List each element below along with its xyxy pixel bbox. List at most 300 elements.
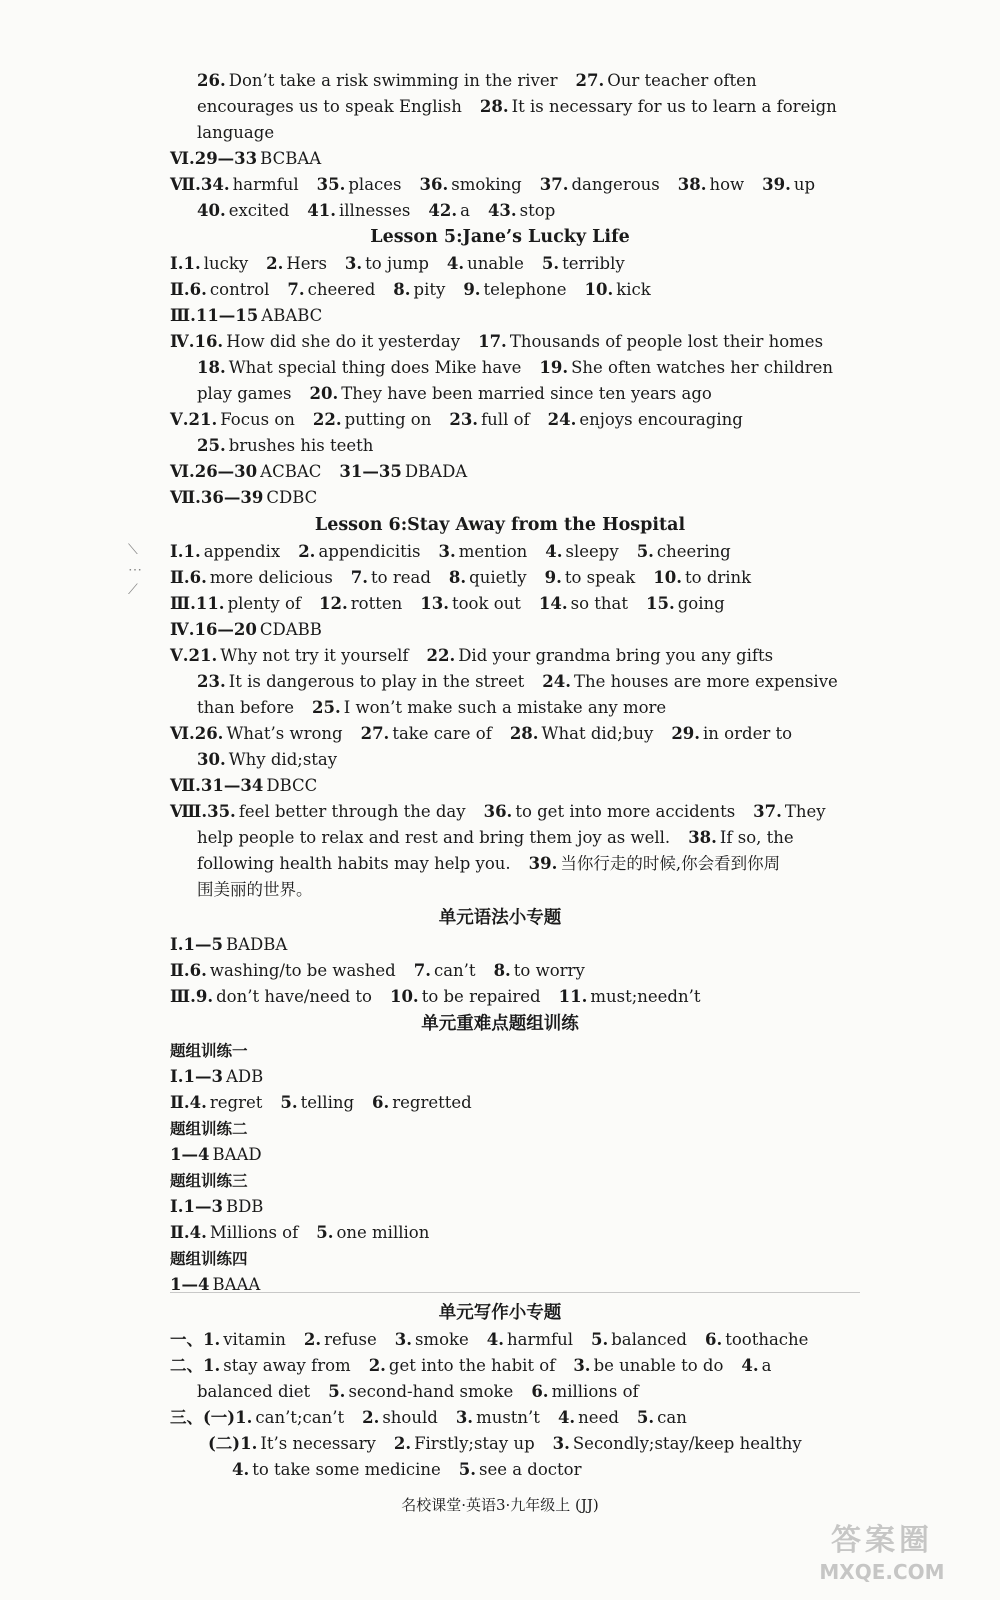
part-label: Ⅲ. — [170, 306, 196, 325]
item-text: 题组训练一 — [170, 1041, 248, 1060]
item-number: 5. — [636, 1408, 655, 1427]
item-text: DBADA — [404, 462, 468, 481]
item-text: encourages us to speak English — [197, 97, 462, 116]
answer-item — [197, 71, 558, 90]
answer-item — [480, 97, 837, 116]
answer-item — [420, 175, 522, 194]
answer-item — [459, 1460, 582, 1479]
answer-item — [189, 410, 295, 429]
answer-item — [591, 1330, 687, 1349]
item-number: 5. — [591, 1330, 609, 1349]
answer-line — [170, 773, 990, 799]
answer-item — [196, 306, 322, 325]
item-number: 8. — [493, 961, 511, 980]
part-label: Ⅷ. — [170, 802, 208, 821]
answer-item — [196, 987, 372, 1006]
item-number: 25. — [312, 698, 341, 717]
item-number: 20. — [309, 384, 339, 403]
item-number: 6. — [189, 280, 207, 299]
item-number: 4. — [446, 254, 465, 273]
item-number: 7. — [287, 280, 305, 299]
item-text: to drink — [685, 568, 752, 587]
item-text: stop — [519, 201, 556, 220]
answer-item — [304, 1330, 377, 1349]
item-number: 5. — [316, 1223, 334, 1242]
answer-item — [762, 175, 815, 194]
item-text: more delicious — [209, 568, 333, 587]
item-text: should — [382, 1408, 438, 1427]
item-number: 7. — [350, 568, 369, 587]
item-text: CDBC — [266, 488, 318, 507]
answer-item — [197, 201, 289, 220]
part-label: Ⅳ. — [170, 332, 195, 351]
item-text: balanced diet — [197, 1382, 311, 1401]
answer-item — [559, 987, 701, 1006]
item-number: 6. — [704, 1330, 723, 1349]
answer-item — [197, 698, 294, 717]
item-text: see a doctor — [478, 1460, 582, 1479]
item-number: 10. — [584, 280, 614, 299]
item-number: 28. — [509, 724, 539, 743]
item-text: full of — [481, 410, 530, 429]
item-text: one million — [336, 1223, 430, 1242]
item-text: regret — [209, 1093, 263, 1112]
answer-item — [671, 724, 792, 743]
item-number: 1—5 — [183, 935, 223, 954]
answer-item — [197, 358, 521, 377]
item-text: to be repaired — [421, 987, 541, 1006]
answer-item — [449, 410, 529, 429]
item-number: 3. — [552, 1434, 570, 1453]
item-number: 2. — [362, 1408, 380, 1427]
part-label: Ⅱ. — [170, 1223, 190, 1242]
answer-item — [369, 1356, 556, 1375]
item-number: 21. — [188, 410, 218, 429]
answer-item — [439, 1303, 562, 1323]
answer-item — [478, 332, 823, 351]
item-text: take care of — [392, 724, 492, 743]
answer-item — [705, 1330, 808, 1349]
item-text: mustn’t — [476, 1408, 540, 1427]
answer-item — [426, 646, 773, 665]
item-text: second-hand smoke — [348, 1382, 514, 1401]
item-text: It is necessary for us to learn a foreign — [511, 97, 837, 116]
item-number: 29. — [671, 724, 701, 743]
item-text: Our teacher often — [607, 71, 757, 90]
item-text: plenty of — [227, 594, 302, 613]
answer-item — [197, 436, 373, 455]
group-heading — [170, 1246, 990, 1272]
item-text: appendicitis — [318, 542, 421, 561]
item-text: toothache — [725, 1330, 809, 1349]
answer-item — [362, 1408, 438, 1427]
item-number: 4. — [545, 542, 563, 561]
answer-item — [197, 672, 524, 691]
answer-item — [197, 880, 313, 899]
item-text: millions of — [551, 1382, 639, 1401]
item-number: 37. — [539, 175, 569, 194]
answer-item — [201, 488, 317, 507]
answer-line — [197, 669, 1000, 695]
answer-item — [351, 568, 431, 587]
answer-item — [170, 1171, 248, 1190]
item-text: language — [197, 123, 275, 142]
answer-item — [232, 1460, 441, 1479]
item-text: to take some medicine — [252, 1460, 441, 1479]
answer-item — [194, 620, 321, 639]
item-text: Focus on — [220, 410, 295, 429]
answer-item — [310, 384, 712, 403]
item-text: in order to — [703, 724, 793, 743]
item-text: brushes his teeth — [228, 436, 374, 455]
part-label: Ⅰ. — [170, 935, 184, 954]
answer-item — [190, 961, 396, 980]
answer-item — [298, 542, 420, 561]
item-text: to read — [371, 568, 431, 587]
answer-item — [197, 384, 292, 403]
answer-item — [183, 1067, 263, 1086]
answer-item — [585, 280, 651, 299]
answer-line — [208, 1431, 1000, 1457]
answer-line — [170, 407, 990, 433]
item-text: Did your grandma bring you any gifts — [458, 646, 774, 665]
answer-line — [170, 329, 990, 355]
answer-item — [345, 254, 429, 273]
answer-item — [395, 1330, 469, 1349]
item-number: 36—39 — [200, 488, 264, 507]
part-label: Ⅱ. — [170, 1093, 190, 1112]
item-text: The houses are more expensive — [573, 672, 838, 691]
item-text: What did;buy — [541, 724, 654, 743]
item-text: feel better through the day — [238, 802, 466, 821]
part-label: Ⅰ. — [170, 1067, 184, 1086]
item-text: BAAD — [212, 1145, 262, 1164]
section-divider — [170, 1292, 860, 1293]
answer-item — [195, 149, 321, 168]
answer-item — [539, 358, 833, 377]
answer-line — [170, 591, 990, 617]
item-number: 11. — [195, 594, 225, 613]
answer-line — [170, 1327, 990, 1353]
answer-item — [190, 568, 333, 587]
item-number: 2. — [266, 254, 284, 273]
item-number: 13. — [420, 594, 449, 613]
answer-line — [197, 747, 1000, 773]
item-text: telephone — [483, 280, 567, 299]
answer-item — [421, 1014, 579, 1034]
item-text: following health habits may help you. — [197, 854, 511, 873]
item-text: quietly — [469, 568, 527, 587]
item-text: 单元重难点题组训练 — [421, 1014, 579, 1034]
item-number: 22. — [426, 646, 456, 665]
item-number: 6. — [189, 568, 207, 587]
answer-item — [266, 254, 327, 273]
item-number: 3. — [438, 542, 456, 561]
item-text: kick — [616, 280, 651, 299]
item-text: be unable to do — [593, 1356, 724, 1375]
answer-item — [313, 410, 431, 429]
item-text: excited — [228, 201, 290, 220]
answer-item — [394, 1434, 535, 1453]
answer-item — [420, 594, 521, 613]
answer-item — [280, 1093, 354, 1112]
item-number: 4. — [189, 1223, 207, 1242]
item-text: Why did;stay — [228, 750, 338, 769]
item-number: 11. — [558, 987, 588, 1006]
answer-line — [170, 643, 990, 669]
answer-line — [197, 198, 1000, 224]
item-text: how — [709, 175, 745, 194]
answer-item — [484, 802, 736, 821]
answer-item — [328, 1382, 513, 1401]
answer-line — [170, 539, 990, 565]
item-number: 31—35 — [339, 462, 402, 481]
answer-item — [312, 698, 666, 717]
item-number: 6. — [531, 1382, 549, 1401]
page-footer: 名校课堂·英语3·九年级上 (JJ) — [401, 1496, 599, 1514]
item-number: 39. — [528, 854, 558, 873]
answer-line — [170, 1272, 990, 1298]
part-label: Ⅲ. — [170, 987, 196, 1006]
part-label: Ⅴ. — [170, 646, 189, 665]
item-number: 10. — [653, 568, 683, 587]
answer-item — [447, 254, 524, 273]
item-number: 34. — [200, 175, 230, 194]
item-text: Firstly;stay up — [414, 1434, 535, 1453]
item-number: 12. — [319, 594, 348, 613]
item-text: than before — [197, 698, 294, 717]
item-number: 4. — [741, 1356, 759, 1375]
item-number: 38. — [677, 175, 707, 194]
answer-item — [190, 280, 270, 299]
item-text: a — [460, 201, 470, 220]
answer-item — [201, 776, 317, 795]
item-text: balanced — [611, 1330, 687, 1349]
section-title — [0, 224, 1000, 250]
answer-item — [393, 280, 445, 299]
item-number: 29—33 — [194, 149, 258, 168]
answer-line — [170, 277, 990, 303]
group-heading — [170, 1116, 990, 1142]
item-text: telling — [300, 1093, 355, 1112]
answer-item — [194, 332, 460, 351]
answer-item — [196, 594, 301, 613]
item-text: It is dangerous to play in the street — [228, 672, 525, 691]
answer-item — [183, 1197, 263, 1216]
answer-item — [439, 542, 528, 561]
item-text: Lesson 6:Stay Away from the Hospital — [314, 515, 686, 535]
part-label: Ⅵ. — [170, 149, 195, 168]
item-number: 5. — [636, 542, 654, 561]
part-label: Ⅳ. — [170, 620, 195, 639]
item-number: 1—4 — [170, 1145, 210, 1164]
item-text: mention — [458, 542, 528, 561]
item-text: terribly — [562, 254, 625, 273]
item-number: 25. — [197, 436, 226, 455]
section-title — [0, 1011, 1000, 1037]
item-text: can’t — [433, 961, 476, 980]
item-text: ACBAC — [260, 462, 322, 481]
watermark-logo: 答案圈 — [831, 1523, 933, 1558]
item-number: 11—15 — [195, 306, 259, 325]
item-text: enjoys encouraging — [579, 410, 743, 429]
section-title — [0, 512, 1000, 538]
item-text: Don’t take a risk swimming in the river — [228, 71, 558, 90]
item-text: a — [761, 1356, 772, 1375]
answer-line — [197, 1379, 1000, 1405]
group-heading — [170, 1168, 990, 1194]
item-number: 22. — [312, 410, 342, 429]
item-text: putting on — [344, 410, 432, 429]
answer-item — [463, 280, 566, 299]
answer-line — [197, 94, 1000, 120]
answer-line — [170, 1220, 990, 1246]
answer-line — [170, 303, 990, 329]
part-label: Ⅰ. — [170, 542, 184, 561]
item-text: 当你行走的时候,你会看到你周 — [560, 854, 781, 873]
answer-item — [439, 908, 562, 928]
answer-item — [510, 724, 654, 743]
item-number: 4. — [557, 1408, 576, 1427]
item-text: They — [784, 802, 826, 821]
answer-line — [170, 251, 990, 277]
watermark-text: MXQE.COM — [819, 1560, 945, 1584]
item-number: 5. — [458, 1460, 476, 1479]
answer-item — [678, 175, 744, 194]
answer-item — [190, 1093, 263, 1112]
answer-item — [315, 515, 685, 535]
item-text: If so, the — [719, 828, 794, 847]
answer-item — [545, 542, 618, 561]
item-number: 9. — [463, 280, 481, 299]
item-number: 3. — [573, 1356, 591, 1375]
answer-line — [197, 120, 1000, 146]
item-number: 1. — [203, 1356, 221, 1375]
item-text: to speak — [564, 568, 636, 587]
item-number: 41. — [307, 201, 336, 220]
answer-item — [189, 646, 409, 665]
part-label: 一、 — [170, 1330, 203, 1349]
part-label: Ⅱ. — [170, 961, 190, 980]
item-text: Secondly;stay/keep healthy — [572, 1434, 802, 1453]
answer-line — [170, 1194, 990, 1220]
item-text: sleepy — [565, 542, 619, 561]
answer-item — [317, 175, 402, 194]
part-label: Ⅱ. — [170, 280, 190, 299]
item-number: 3. — [344, 254, 363, 273]
answer-item — [235, 1408, 344, 1427]
item-number: 1—3 — [183, 1067, 223, 1086]
item-number: 3. — [455, 1408, 474, 1427]
answer-line — [197, 433, 1000, 459]
item-text: rotten — [350, 594, 403, 613]
answer-line — [170, 721, 990, 747]
item-number: 42. — [428, 201, 458, 220]
item-text: must;needn’t — [590, 987, 701, 1006]
item-text: BAAA — [212, 1275, 261, 1294]
item-number: 5. — [541, 254, 560, 273]
answer-item — [197, 828, 670, 847]
item-text: How did she do it yesterday — [226, 332, 461, 351]
item-number: 1—3 — [183, 1197, 223, 1216]
answer-item — [197, 854, 511, 873]
answer-item — [553, 1434, 802, 1453]
answer-line — [170, 1142, 990, 1168]
item-text: 题组训练四 — [170, 1249, 248, 1268]
item-number: 4. — [232, 1460, 250, 1479]
item-text: She often watches her children — [571, 358, 834, 377]
answer-line — [170, 932, 990, 958]
answer-item — [240, 1434, 376, 1453]
item-number: 2. — [393, 1434, 412, 1453]
item-text: can’t;can’t — [255, 1408, 345, 1427]
item-text: vitamin — [223, 1330, 286, 1349]
item-number: 35. — [316, 175, 346, 194]
item-text: DBCC — [266, 776, 318, 795]
answer-item — [456, 1408, 540, 1427]
answer-line — [170, 1405, 990, 1431]
item-text: Thousands of people lost their homes — [509, 332, 824, 351]
answer-item — [197, 750, 337, 769]
answer-item — [339, 462, 467, 481]
item-text: up — [793, 175, 816, 194]
item-text: don’t have/need to — [216, 987, 372, 1006]
answer-item — [203, 1330, 286, 1349]
item-text: They have been married since ten years ago — [341, 384, 712, 403]
item-number: 1. — [240, 1434, 258, 1453]
item-text: stay away from — [223, 1356, 351, 1375]
item-text: I won’t make such a mistake any more — [343, 698, 667, 717]
answer-item — [646, 594, 725, 613]
section-title — [0, 905, 1000, 931]
item-number: 35. — [207, 802, 236, 821]
answer-item — [319, 594, 402, 613]
group-heading — [170, 1038, 990, 1064]
item-number: 1. — [183, 254, 201, 273]
part-label: Ⅰ. — [170, 254, 184, 273]
item-number: 1. — [203, 1330, 221, 1349]
answer-item — [183, 254, 248, 273]
part-label: 三、(一) — [170, 1408, 236, 1427]
answer-item — [637, 542, 731, 561]
item-text: to jump — [365, 254, 429, 273]
answer-item — [558, 1408, 619, 1427]
item-text: CDABB — [259, 620, 322, 639]
item-text: ABABC — [261, 306, 323, 325]
item-number: 27. — [360, 724, 390, 743]
item-text: Hers — [286, 254, 327, 273]
item-number: 23. — [197, 672, 226, 691]
item-number: 6. — [372, 1093, 390, 1112]
item-text: 围美丽的世界。 — [197, 880, 313, 899]
item-number: 36. — [419, 175, 449, 194]
answer-line — [170, 565, 990, 591]
item-number: 1. — [235, 1408, 253, 1427]
item-number: 5. — [280, 1093, 298, 1112]
item-number: 9. — [195, 987, 214, 1006]
part-label: Ⅰ. — [170, 1197, 184, 1216]
item-text: unable — [467, 254, 524, 273]
item-text: took out — [451, 594, 521, 613]
item-text: going — [677, 594, 725, 613]
item-number: 37. — [753, 802, 782, 821]
item-number: 43. — [487, 201, 517, 220]
answer-item — [170, 1041, 248, 1060]
item-number: 24. — [542, 672, 571, 691]
item-text: so that — [570, 594, 628, 613]
item-number: 4. — [189, 1093, 207, 1112]
answer-item — [197, 1382, 310, 1401]
